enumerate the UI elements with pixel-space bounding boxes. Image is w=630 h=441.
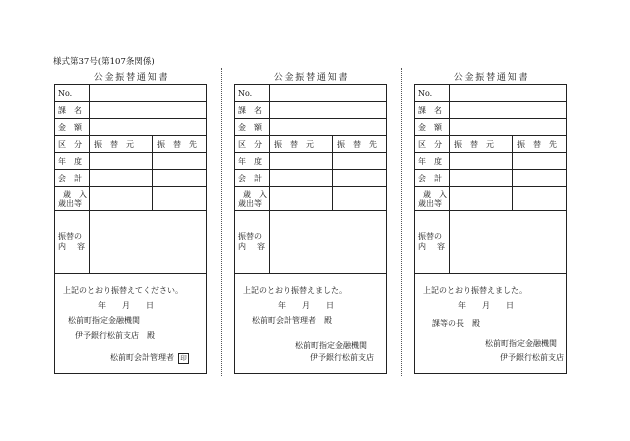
note-line-a: 課等の長 殿	[432, 319, 480, 328]
label-number: No.	[55, 85, 90, 101]
row-division	[55, 102, 206, 119]
confirmation-message: 上記のとおり振替えました。	[423, 286, 527, 295]
transfer-details-field[interactable]	[90, 211, 206, 273]
label-number: No.	[235, 85, 270, 101]
row-account	[235, 170, 386, 187]
label-amount: 金 額	[235, 119, 270, 135]
label-amount: 金 額	[55, 119, 90, 135]
row-number	[55, 85, 206, 102]
division-field[interactable]	[450, 102, 566, 118]
row-fiscal-year	[55, 153, 206, 170]
row-amount	[415, 119, 566, 136]
header-transfer-destination: 振 替 先	[517, 139, 557, 149]
note-line-b: 松前町指定金融機関	[485, 339, 557, 348]
amount-field[interactable]	[90, 119, 206, 135]
slip-form-table	[54, 84, 207, 374]
account-source-field[interactable]	[450, 170, 513, 186]
date-line: 年 月 日	[278, 301, 334, 310]
number-field[interactable]	[90, 85, 206, 101]
transfer-notice-slip-1	[54, 70, 209, 376]
row-division	[235, 102, 386, 119]
division-field[interactable]	[90, 102, 206, 118]
confirmation-message: 上記のとおり振替えました。	[243, 286, 347, 295]
label-revenue-expenditure: 歳 入 歳出等	[235, 187, 270, 210]
fiscal-year-destination-field[interactable]	[333, 153, 386, 169]
label-account: 会 計	[55, 170, 90, 186]
amount-field[interactable]	[450, 119, 566, 135]
division-field[interactable]	[270, 102, 386, 118]
row-category	[55, 136, 206, 153]
label-amount: 金 額	[415, 119, 450, 135]
revenue-source-field[interactable]	[450, 187, 513, 210]
header-transfer-destination: 振 替 先	[157, 139, 197, 149]
row-revenue-expenditure	[55, 187, 206, 211]
account-destination-field[interactable]	[153, 170, 206, 186]
label-account: 会 計	[415, 170, 450, 186]
row-fiscal-year	[415, 153, 566, 170]
transfer-details-field[interactable]	[450, 211, 566, 273]
amount-field[interactable]	[270, 119, 386, 135]
slip-title: 公金振替通知書	[453, 73, 530, 83]
label-division: 課 名	[55, 102, 90, 118]
row-account	[415, 170, 566, 187]
label-revenue-expenditure: 歳 入 歳出等	[415, 187, 450, 210]
row-account	[55, 170, 206, 187]
label-transfer-details: 振替の 内 容	[55, 211, 90, 273]
revenue-destination-field[interactable]	[153, 187, 206, 210]
revenue-source-field[interactable]	[90, 187, 153, 210]
label-revenue-expenditure: 歳 入 歳出等	[55, 187, 90, 210]
note-line-b: 松前町指定金融機関	[295, 341, 367, 350]
note-line-b: 伊予銀行松前支店 殿	[75, 331, 155, 340]
revenue-source-field[interactable]	[270, 187, 333, 210]
form-number: 様式第37号(第107条関係)	[53, 57, 155, 67]
label-fiscal-year: 年 度	[235, 153, 270, 169]
seal-stamp-box: 印	[178, 353, 189, 364]
row-amount	[235, 119, 386, 136]
account-source-field[interactable]	[90, 170, 153, 186]
slip-title: 公金振替通知書	[273, 73, 350, 83]
note-line-a: 松前町指定金融機関	[68, 316, 140, 325]
label-division: 課 名	[415, 102, 450, 118]
date-line: 年 月 日	[458, 301, 514, 310]
revenue-destination-field[interactable]	[333, 187, 386, 210]
row-number	[415, 85, 566, 102]
slip-form-table	[414, 84, 567, 374]
transfer-notice-slip-3	[414, 70, 569, 376]
header-transfer-source: 振 替 元	[274, 139, 314, 149]
label-category: 区 分	[55, 136, 90, 152]
row-number	[235, 85, 386, 102]
row-fiscal-year	[235, 153, 386, 170]
row-category	[415, 136, 566, 153]
transfer-details-field[interactable]	[270, 211, 386, 273]
account-destination-field[interactable]	[333, 170, 386, 186]
slip-title: 公金振替通知書	[93, 73, 170, 83]
label-account: 会 計	[235, 170, 270, 186]
transfer-notice-slip-2	[234, 70, 389, 376]
row-division	[415, 102, 566, 119]
header-transfer-source: 振 替 元	[454, 139, 494, 149]
note-line-c: 松前町会計管理者 印	[110, 352, 189, 364]
note-line-a: 松前町会計管理者 殿	[252, 316, 332, 325]
label-number: No.	[415, 85, 450, 101]
label-division: 課 名	[235, 102, 270, 118]
account-source-field[interactable]	[270, 170, 333, 186]
row-revenue-expenditure	[235, 187, 386, 211]
slip-form-table	[234, 84, 387, 374]
note-line-c: 伊予銀行松前支店	[310, 353, 374, 362]
label-category: 区 分	[415, 136, 450, 152]
note-line-c: 伊予銀行松前支店	[500, 353, 564, 362]
row-category	[235, 136, 386, 153]
row-revenue-expenditure	[415, 187, 566, 211]
confirmation-message: 上記のとおり振替えてください。	[63, 286, 183, 295]
row-amount	[55, 119, 206, 136]
number-field[interactable]	[450, 85, 566, 101]
fiscal-year-destination-field[interactable]	[513, 153, 566, 169]
label-fiscal-year: 年 度	[55, 153, 90, 169]
row-transfer-details	[235, 211, 386, 274]
label-fiscal-year: 年 度	[415, 153, 450, 169]
number-field[interactable]	[270, 85, 386, 101]
row-transfer-details	[415, 211, 566, 274]
fiscal-year-source-field[interactable]	[270, 153, 333, 169]
date-line: 年 月 日	[98, 301, 154, 310]
perforation-line-1	[221, 68, 222, 376]
row-transfer-details	[55, 211, 206, 274]
label-category: 区 分	[235, 136, 270, 152]
fiscal-year-destination-field[interactable]	[153, 153, 206, 169]
header-transfer-source: 振 替 元	[94, 139, 134, 149]
header-transfer-destination: 振 替 先	[337, 139, 377, 149]
label-transfer-details: 振替の 内 容	[415, 211, 450, 273]
fiscal-year-source-field[interactable]	[450, 153, 513, 169]
label-transfer-details: 振替の 内 容	[235, 211, 270, 273]
account-destination-field[interactable]	[513, 170, 566, 186]
fiscal-year-source-field[interactable]	[90, 153, 153, 169]
perforation-line-2	[401, 68, 402, 376]
revenue-destination-field[interactable]	[513, 187, 566, 210]
